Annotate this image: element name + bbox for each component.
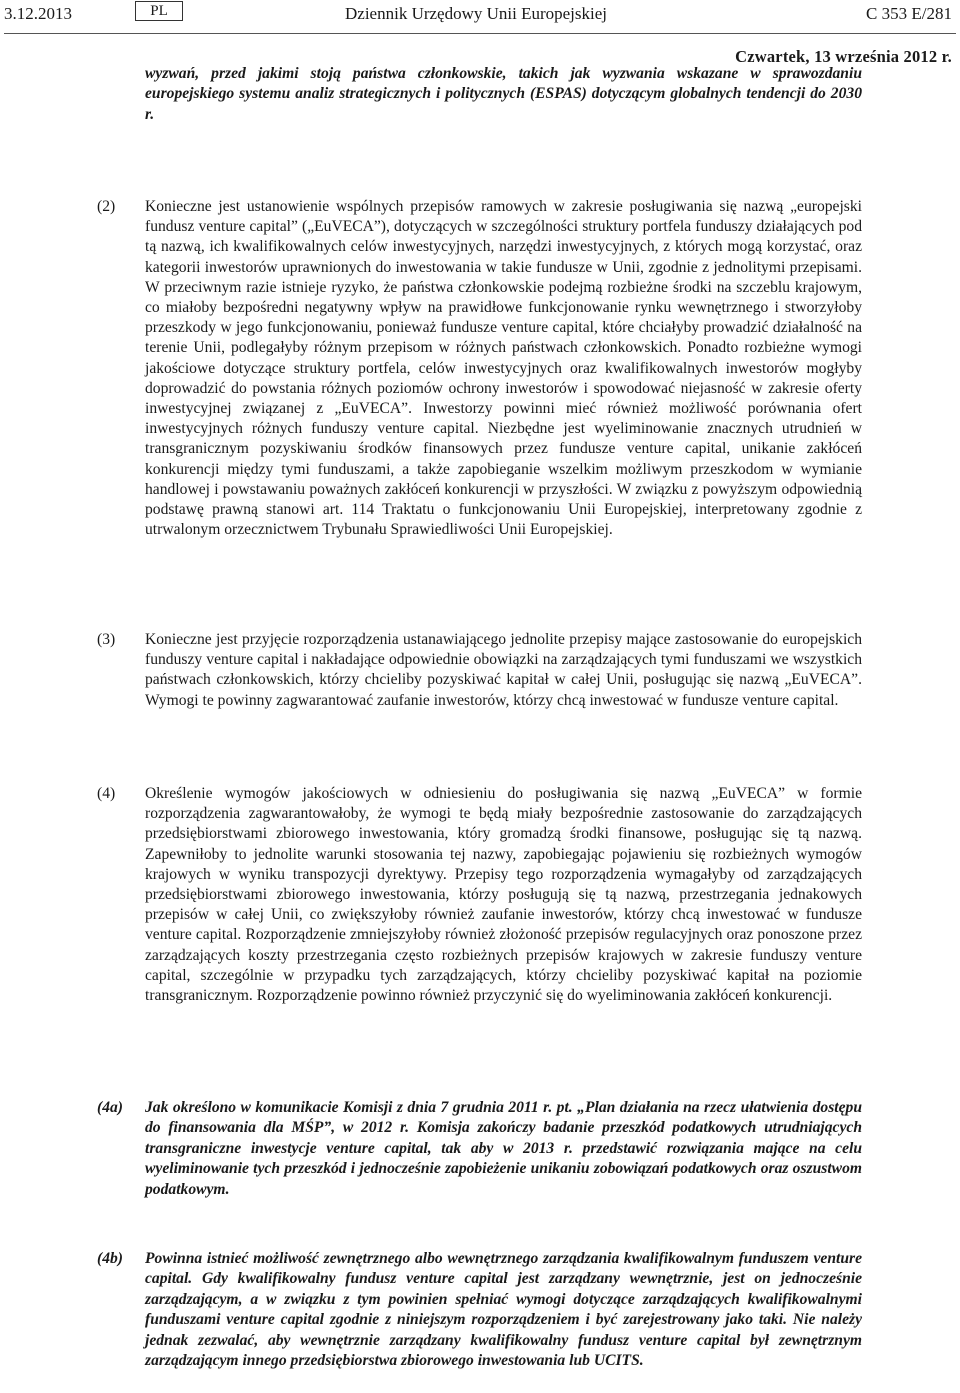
recital-number: (2): [97, 198, 116, 215]
sitting-date: Czwartek, 13 września 2012 r.: [735, 47, 952, 66]
recital-4: [145, 784, 862, 1006]
intro-text: wyzwań, przed jakimi stoją państwa członkowskie, takich jak wyzwania wskazane w sprawozdaniu europejskiego systemu analiz strategicznych i politycznych (ESPAS) dotyczącym globalnych tendencji do 2030 r.: [145, 65, 862, 123]
recital-text: Konieczne jest przyjęcie rozporządzenia ustanawiającego jednolite przepisy mające zastosowanie do europejskich funduszy venture capital i nakładające odpowiednie obowiązki na zarządzających tymi funduszami we wszystkich państwach członkowskich, którzy chcieliby pozyskiwać kapitał w całej Unii, posługując się nazwą „EuVECA”. Wymogi te powinny zagwarantować zaufanie inwestorów, którzy chcą inwestować w fundusze venture capital.: [145, 631, 862, 709]
recital-4a: [145, 1098, 862, 1200]
recital-number: (3): [97, 631, 116, 648]
header-divider: [4, 33, 956, 34]
intro-paragraph: [145, 64, 862, 125]
recital-3: [145, 630, 862, 711]
recital-text: Jak określono w komunikacie Komisji z dnia 7 grudnia 2011 r. pt. „Plan działania na rzecz ułatwienia dostępu do finansowania dla MŚP”, w 2012 r. Komisja zakończy badanie przeszkód podatkowych utrudniających transgraniczne inwestycje venture capital, tak aby w 2013 r. przedstawić rozwiązania mające na celu wyeliminowanie tych przeszkód i jednocześnie zapobieżenie unikaniu zobowiązań podatkowych oraz oszustwom podatkowym.: [145, 1099, 862, 1198]
header-date: 3.12.2013: [4, 4, 72, 23]
language-badge: PL: [135, 1, 183, 21]
recital-2: [145, 197, 862, 540]
page-header: [0, 0, 960, 38]
journal-title: Dziennik Urzędowy Unii Europejskiej: [345, 4, 608, 23]
recital-number: (4a): [97, 1099, 123, 1116]
recital-number: (4): [97, 785, 116, 802]
recital-4b: [145, 1249, 862, 1371]
recital-number: (4b): [97, 1250, 123, 1267]
journal-reference: C 353 E/281: [866, 4, 952, 23]
recital-text: Konieczne jest ustanowienie wspólnych przepisów ramowych w zakresie posługiwania się nazwą „europejski fundusz venture capital” („EuVECA”), dotyczących w szczególności struktury portfela funduszy działających pod tą nazwą, ich kwalifikowalnych celów inwestycyjnych, narzędzi inwestycyjnych, z których mogą korzystać, oraz kategorii inwestorów uprawnionych do inwestowania w takie fundusze w Unii, zgodnie z jednolitymi przepisami. W przeciwnym razie istnieje ryzyko, że państwa członkowskie podejmą rozbieżne środki na szczeblu krajowym, co miałoby bezpośredni negatywny wpływ na prawidłowe funkcjonowanie rynku wewnętrznego i stworzyłoby przeszkody w jego funkcjonowaniu, ponieważ fundusze venture capital, które chciałyby prowadzić działalność na terenie Unii, podlegałyby różnym przepisom w różnych państwach członkowskich. Ponadto rozbieżne wymogi jakościowe dotyczące struktury portfela, celów inwestycyjnych oraz kwalifikowalnych inwestorów mogłyby doprowadzić do powstania różnych poziomów ochrony inwestorów i spowodować niejasność w zakresie oferty inwestycyjnej związanej z „EuVECA”. Inwestorzy powinni mieć również możliwość porównania ofert inwestycyjnych różnych funduszy venture capital. Niezbędne jest wyeliminowanie znacznych utrudnień w transgranicznym pozyskiwaniu środków finansowych przez fundusze venture capital, unikanie zakłóceń konkurencji między tymi funduszami, a także zapobieganie wszelkim możliwym przeszkodom w wymianie handlowej i powstawaniu poważnych zakłóceń konkurencji w przyszłości. W związku z powyższym odpowiednią podstawę prawną stanowi art. 114 Traktatu o funkcjonowaniu Unii Europejskiej, interpretowany zgodnie z utrwalonym orzecznictwem Trybunału Sprawiedliwości Unii Europejskiej.: [145, 198, 862, 539]
recital-text: Powinna istnieć możliwość zewnętrznego albo wewnętrznego zarządzania kwalifikowalnym funduszem venture capital. Gdy kwalifikowalny fundusz venture capital jest zarządzany wewnętrznie, jest on jednocześnie zarządzającym, a w związku z tym powinien spełniać wymogi dotyczące zarządzających kwalifikowalnymi funduszami venture capital zgodnie z niniejszym rozporządzeniem i być zarejestrowany jako taki. Nie należy jednak zezwalać, aby wewnętrznie zarządzany kwalifikowalny fundusz venture capital był zewnętrznym zarządzającym innego przedsiębiorstwa zbiorowego inwestowania lub UCITS.: [145, 1250, 862, 1370]
recital-text: Określenie wymogów jakościowych w odniesieniu do posługiwania się nazwą „EuVECA” w formie rozporządzenia zagwarantowałoby, że wymogi te będą miały bezpośrednie zastosowanie do zarządzających przedsiębiorstwami zbiorowego inwestowania, który gromadzą środki finansowe, posługując się tą nazwą. Zapewniłoby to jednolite warunki stosowania tej nazwy, zapobiegając pojawieniu się rozbieżnych wymogów krajowych w wyniku transpozycji dyrektywy. Przepisy tego rozporządzenia wymagałyby od zarządzających przedsiębiorstwami zbiorowego inwestowania, którzy posługują się tą nazwą, przestrzegania jednakowych przepisów w całej Unii, co zwiększyłoby również zaufanie inwestorów, którzy chcą inwestować w fundusze venture capital. Rozporządzenie zmniejszyłoby również złożoność przepisów regulacyjnych oraz ponoszone przez zarządzających koszty przestrzegania często rozbieżnych przepisów krajowych w zakresie funduszy venture capital, szczególnie w przypadku tych zarządzających, którzy chcieliby pozyskiwać kapitał na poziomie transgranicznym. Rozporządzenie powinno również przyczynić się do wyeliminowania zakłóceń konkurencji.: [145, 785, 862, 1005]
